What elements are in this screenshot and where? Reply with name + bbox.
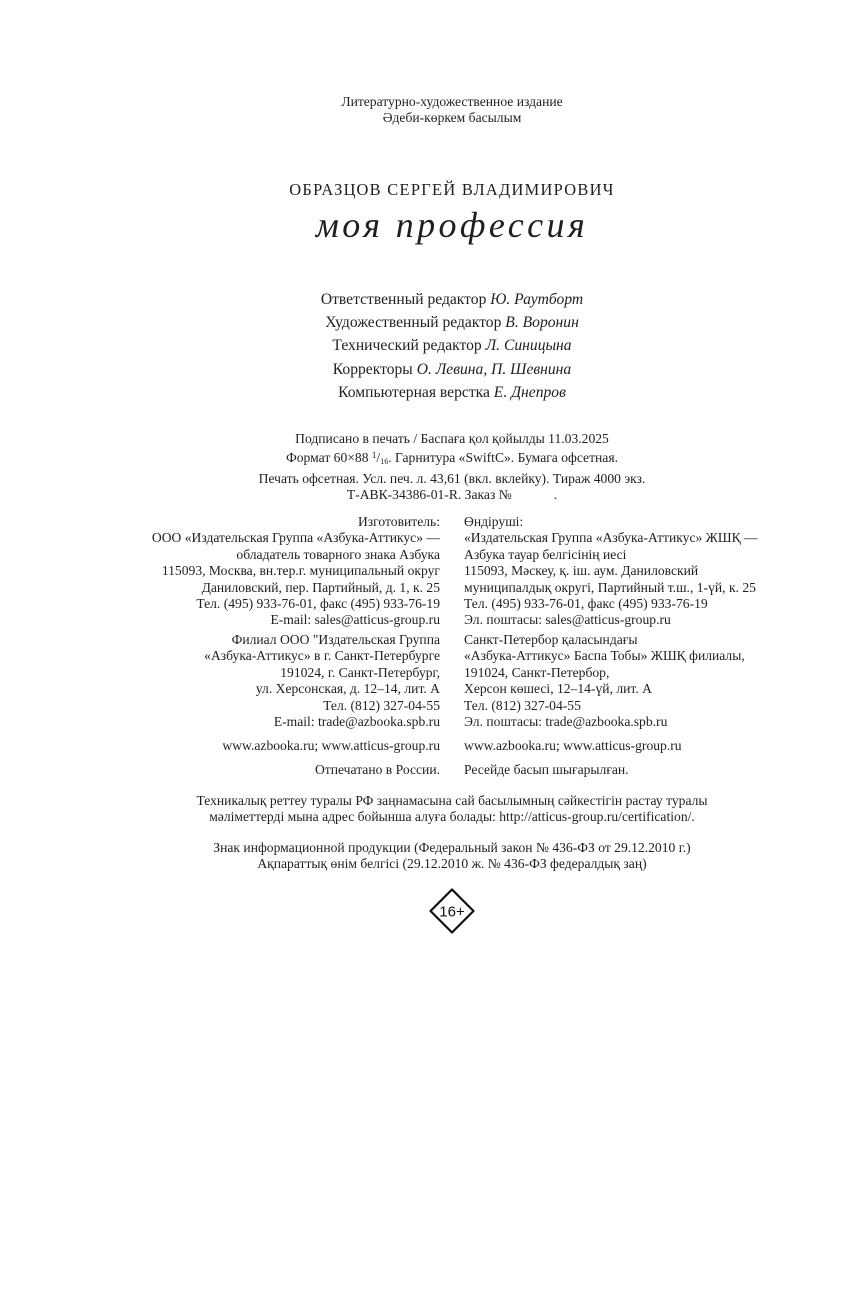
credit-role: Ответственный редактор [320,291,491,308]
website-kz [464,738,844,754]
credit-role: Художественный редактор [325,314,506,332]
credit-line [0,311,856,334]
credit-line [0,334,856,357]
imprint-line: Эл. поштасы: trade@azbooka.spb.ru [464,714,668,730]
imprint-line: «Азбука-Аттикус» в г. Санкт-Петербурге [204,648,440,664]
imprint-line: 191024, Санкт-Петербор, [464,664,610,680]
imprint-line: Санкт-Петербор қаласындағы [464,632,638,647]
credit-role: Технический редактор [332,337,486,355]
website-ru [90,738,440,754]
imprint-line: муниципалдық округі, Партийный т.ш., 1-үй, к. 25 [464,579,756,595]
print-details [0,431,856,504]
branch-ru [90,632,440,730]
credits [0,288,856,404]
website-links: www.azbooka.ru; www.atticus-group.ru [464,738,682,753]
certification-line: Техникалық реттеу туралы РФ заңнамасына сай басылымның сәйкестігін растау туралы [196,793,708,808]
imprint-line: Тел. (812) 327-04-55 [323,697,440,713]
certification-line: мәліметтерді мына адрес бойынша алуға болады: http://atticus-group.ru/certification/. [209,809,695,825]
website-links: www.azbooka.ru; www.atticus-group.ru [222,738,440,753]
imprint-line: Филиал ООО "Издательская Группа [231,632,440,647]
imprint-line: 191024, г. Санкт-Петербург, [280,664,440,680]
imprint-line: Эл. поштасы: sales@atticus-group.ru [464,612,671,628]
format-text: Формат 60×88 [286,450,372,466]
format-line: Формат 60×88 $^1/_{16}$. Гарнитура «SwiftC». Бумага офсетная. [286,450,618,467]
imprint-line: E-mail: sales@atticus-group.ru [270,612,440,628]
order-end: . [553,487,558,503]
credit-line [0,288,856,311]
edition-type-kz: Әдеби-көркем басылым [382,110,522,125]
imprint-line: «Азбука-Аттикус» Баспа Тобы» ЖШҚ филиалы, [464,648,745,664]
fraction-denominator: 16 [380,457,389,467]
info-sign-line: Ақпараттық өнім белгісі (29.12.2010 ж. № 436-ФЗ федералдық заң) [257,856,647,872]
credit-separator: , [483,360,492,378]
credit-name: П. Шевнина [491,360,572,378]
imprint-line: 115093, Москва, вн.тер.г. муниципальный округ [161,563,440,579]
imprint-line: Даниловский, пер. Партийный, д. 1, к. 25 [201,579,440,595]
author-name: ОБРАЗЦОВ СЕРГЕЙ ВЛАДИМИРОВИЧ [289,180,615,199]
order-number: Т-АВК-34386-01-R. Заказ № [346,487,512,503]
age-rating-text: 16+ [439,903,465,921]
printed-in-ru [90,762,440,778]
info-product-sign [0,840,856,873]
imprint-line: Тел. (495) 933-76-01, факс (495) 933-76-19 [196,596,440,612]
manufacturer-kz [464,514,844,629]
imprint-line: Өндіруші: [464,514,524,529]
print-run: Печать офсетная. Усл. печ. л. 43,61 (вкл. вклейку). Тираж 4000 экз. [258,470,646,486]
branch-kz [464,632,844,730]
imprint-line: обладатель товарного знака Азбука [236,546,440,562]
diamond-icon [429,888,475,934]
credit-name: Е. Днепров [493,383,566,401]
certification-note [0,793,856,826]
credit-name: Ю. Раутборт [490,291,584,308]
signed-date: Подписано в печать / Баспаға қол қойылды 11.03.2025 [295,431,609,446]
imprint-line: ООО «Издательская Группа «Азбука-Аттикус» — [151,530,440,546]
printed-in: Ресейде басып шығарылған. [464,762,629,777]
credit-name: О. Левина [416,360,484,378]
imprint-line: «Издательская Группа «Азбука-Аттикус» ЖШҚ — [464,530,758,546]
credit-role: Корректоры [332,360,417,378]
credit-line [0,358,856,381]
fraction-numerator: 1 [371,450,377,461]
format-text: . Гарнитура «SwiftC». Бумага офсетная. [388,450,618,466]
credit-line [0,381,856,404]
imprint-line: Изготовитель: [357,514,440,529]
credit-role: Компьютерная верстка [338,383,494,401]
credit-name: Л. Синицына [485,337,572,355]
imprint-line: Херсон көшесі, 12–14-үй, лит. А [464,681,652,697]
printed-in: Отпечатано в России. [314,762,440,777]
age-rating-badge [429,888,475,934]
imprint-line: Тел. (495) 933-76-01, факс (495) 933-76-19 [464,596,708,612]
order-line [0,487,856,503]
printed-in-kz [464,762,844,778]
edition-type: Литературно-художественное издание [341,94,563,109]
imprint-line: ул. Херсонская, д. 12–14, лит. А [255,681,440,697]
imprint-line: Азбука тауар белгісінің иесі [464,546,627,562]
info-sign-line: Знак информационной продукции (Федеральный закон № 436-ФЗ от 29.12.2010 г.) [213,840,691,855]
book-title: моя профессия [315,205,589,245]
imprint-line: 115093, Мәскеу, қ. іш. аум. Даниловский [464,563,699,579]
imprint-line: Тел. (812) 327-04-55 [464,697,581,713]
credit-name: В. Воронин [505,314,579,332]
imprint-line: E-mail: trade@azbooka.spb.ru [273,714,440,730]
manufacturer-ru [90,514,440,629]
